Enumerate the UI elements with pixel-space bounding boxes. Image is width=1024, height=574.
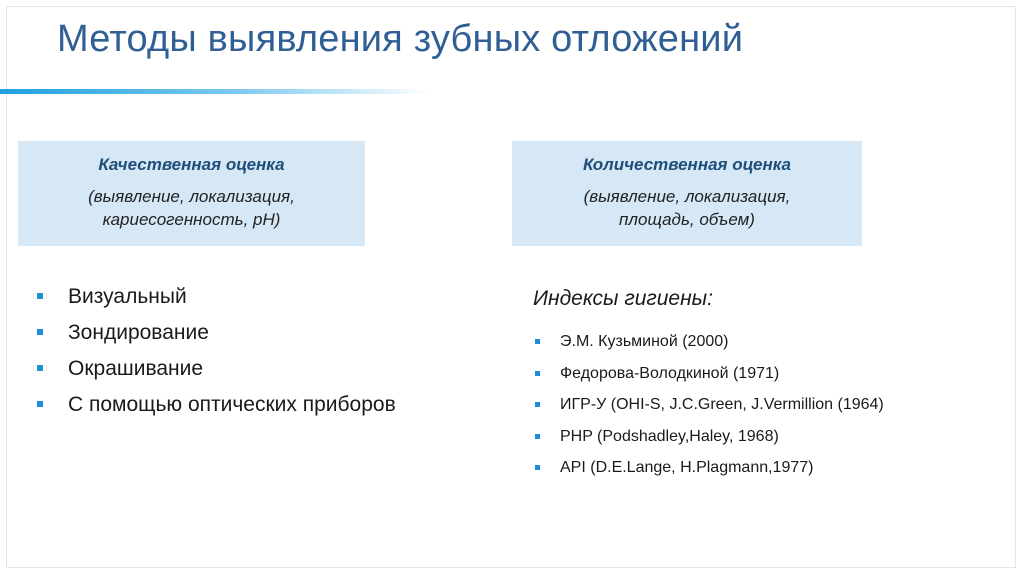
index-label: PHP (Podshadley,Haley, 1968) <box>560 427 779 445</box>
bullet-icon <box>37 401 43 407</box>
hygiene-index-list <box>533 328 884 486</box>
quantitative-heading: Количественная оценка <box>582 155 792 174</box>
qualitative-heading: Качественная оценка <box>98 155 285 174</box>
bullet-icon <box>37 293 43 299</box>
bullet-icon <box>535 339 540 344</box>
list-item <box>35 280 396 316</box>
methods-list <box>35 280 396 424</box>
method-label: Окрашивание <box>68 357 204 380</box>
bullet-icon <box>535 402 540 407</box>
title-underline <box>0 89 430 94</box>
quantitative-line-1: (выявление, локализация, <box>583 187 791 206</box>
index-label: ИГР-У (OHI-S, J.C.Green, J.Vermillion (1964) <box>560 396 884 413</box>
slide-title: Методы выявления зубных отложений <box>57 18 744 60</box>
method-label: Зондирование <box>68 321 209 344</box>
list-item <box>533 360 884 392</box>
method-label: С помощью оптических приборов <box>68 393 396 416</box>
method-label: Визуальный <box>68 285 187 308</box>
quantitative-card <box>512 141 862 246</box>
list-item <box>533 454 884 486</box>
index-label: Э.М. Кузьминой (2000) <box>560 333 729 350</box>
index-label: API (D.E.Lange, H.Plagmann,1977) <box>560 459 814 476</box>
bullet-icon <box>535 434 540 439</box>
list-item <box>533 423 884 455</box>
bullet-icon <box>535 371 540 376</box>
bullet-icon <box>535 465 540 470</box>
list-item <box>533 328 884 360</box>
qualitative-line-2: кариесогенность, рН) <box>102 210 281 229</box>
index-label: Федорова-Володкиной (1971) <box>560 364 780 382</box>
bullet-icon <box>37 329 43 335</box>
bullet-icon <box>37 365 43 371</box>
quantitative-line-2: площадь, объем) <box>619 210 755 229</box>
list-item <box>35 352 396 388</box>
list-item <box>533 391 884 423</box>
list-item <box>35 388 396 424</box>
qualitative-card <box>18 141 365 246</box>
hygiene-heading: Индексы гигиены: <box>533 287 713 310</box>
list-item <box>35 316 396 352</box>
qualitative-line-1: (выявление, локализация, <box>88 187 295 206</box>
